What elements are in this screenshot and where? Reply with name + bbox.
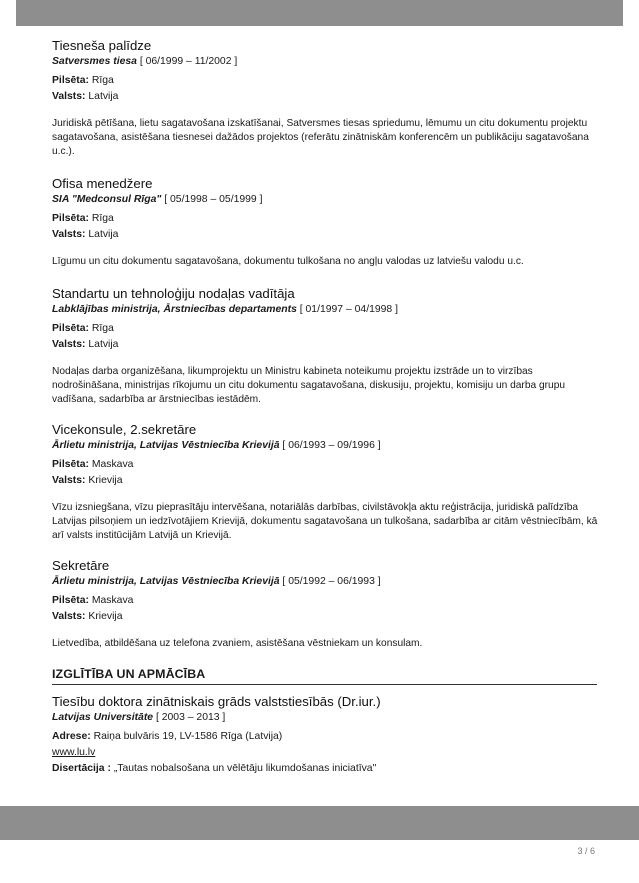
dissertation-label: Disertācija : xyxy=(52,763,111,774)
page-corner-left xyxy=(0,0,16,26)
job-description: Nodaļas darba organizēšana, likumprojektu un Ministru kabineta noteikumu projektu izstrāde un to virzības nodrošināšana, ministrijas rīkojumu un citu dokumentu sagatavošana, diskusiju, projektu, komisiju un darba grupu vadīšana, sadarbība ar ārstniecības iestādēm. xyxy=(52,366,566,405)
city-value: Rīga xyxy=(91,323,114,334)
address-field xyxy=(52,729,597,745)
employer: Satversmes tiesa xyxy=(52,56,137,67)
education-section xyxy=(52,666,597,777)
employer-line xyxy=(52,575,422,589)
country-value: Latvija xyxy=(88,339,119,350)
dissertation-field xyxy=(52,761,597,777)
country-field xyxy=(52,609,422,625)
city-label: Pilsēta: xyxy=(52,323,89,334)
job-entry xyxy=(52,558,422,651)
country-field xyxy=(52,473,602,489)
city-field xyxy=(52,73,602,89)
employer: SIA "Medconsul Rīga" xyxy=(52,194,162,205)
job-description: Lietvedība, atbildēšana uz telefona zvaniem, asistēšana vēstniekam un konsulam. xyxy=(52,638,423,649)
city-label: Pilsēta: xyxy=(52,595,89,606)
country-field xyxy=(52,89,602,105)
country-label: Valsts: xyxy=(52,475,86,486)
job-dates: [ 06/1993 – 09/1996 ] xyxy=(282,440,381,451)
city-field xyxy=(52,321,602,337)
job-dates: [ 01/1997 – 04/1998 ] xyxy=(299,304,398,315)
country-label: Valsts: xyxy=(52,339,86,350)
address-label: Adrese: xyxy=(52,731,91,742)
employer: Labklājības ministrija, Ārstniecības departaments xyxy=(52,304,297,315)
address-value: Raiņa bulvāris 19, LV-1586 Rīga (Latvija) xyxy=(93,731,283,742)
job-description: Vīzu izsniegšana, vīzu pieprasītāju intervēšana, notariālās darbības, civilstāvokļa aktu reģistrācija, juridiskā palīdzība Latvijas pilsoņiem un iedzīvotājiem Krievijā, dokumentu sagatavošana un tulkošana, sadarbība ar citām vēstniecībām, kā arī valsts institūcijām Latvijā un Krievijā. xyxy=(52,502,598,541)
job-entry xyxy=(52,422,602,543)
education-dates: [ 2003 – 2013 ] xyxy=(155,712,226,723)
country-label: Valsts: xyxy=(52,229,86,240)
job-description: Līgumu un citu dokumentu sagatavošana, dokumentu tulkošana no angļu valodas uz latviešu valodu u.c. xyxy=(52,256,524,267)
job-entry xyxy=(52,38,602,159)
country-label: Valsts: xyxy=(52,91,86,102)
job-title: Vicekonsule, 2.sekretāre xyxy=(52,422,197,437)
city-label: Pilsēta: xyxy=(52,213,89,224)
section-heading: IZGLĪTĪBA UN APMĀCĪBA xyxy=(52,666,597,685)
page-number: 3 / 6 xyxy=(577,846,595,856)
degree-title: Tiesību doktora zinātniskais grāds valststiesībās (Dr.iur.) xyxy=(52,694,381,709)
city-value: Maskava xyxy=(91,595,134,606)
dissertation-value: „Tautas nobalsošana un vēlētāju likumdošanas iniciatīva" xyxy=(113,763,377,774)
country-field xyxy=(52,337,602,353)
city-field xyxy=(52,211,524,227)
city-field xyxy=(52,593,422,609)
employer-line xyxy=(52,55,602,69)
employer-line xyxy=(52,439,602,453)
employer: Ārlietu ministrija, Latvijas Vēstniecība Krievijā xyxy=(52,576,280,587)
city-field xyxy=(52,457,602,473)
city-value: Rīga xyxy=(91,75,114,86)
job-dates: [ 06/1999 – 11/2002 ] xyxy=(139,56,238,67)
employer-line xyxy=(52,303,602,317)
job-dates: [ 05/1992 – 06/1993 ] xyxy=(282,576,381,587)
city-label: Pilsēta: xyxy=(52,75,89,86)
page-corner-right xyxy=(623,0,639,26)
job-entry xyxy=(52,176,524,269)
city-value: Rīga xyxy=(91,213,114,224)
country-label: Valsts: xyxy=(52,611,86,622)
job-description: Juridiskā pētīšana, lietu sagatavošana izskatīšanai, Satversmes tiesas spriedumu, lēmumu un citu dokumentu projektu sagatavošana, asistēšana tiesnesei dažādos projektos (referātu zinātniskām konferencēm un publikāciju sagatavošana u.c.). xyxy=(52,118,589,157)
country-value: Latvija xyxy=(88,91,119,102)
job-title: Standartu un tehnoloģiju nodaļas vadītāja xyxy=(52,286,295,301)
country-value: Krievija xyxy=(88,475,123,486)
scan-edge-top xyxy=(0,0,639,26)
institution-line xyxy=(52,711,597,725)
city-label: Pilsēta: xyxy=(52,459,89,470)
job-title: Sekretāre xyxy=(52,558,110,573)
country-field xyxy=(52,227,524,243)
job-title: Tiesneša palīdze xyxy=(52,38,152,53)
job-dates: [ 05/1998 – 05/1999 ] xyxy=(164,194,263,205)
employer: Ārlietu ministrija, Latvijas Vēstniecība Krievijā xyxy=(52,440,280,451)
country-value: Latvija xyxy=(88,229,119,240)
job-title: Ofisa menedžere xyxy=(52,176,153,191)
institution: Latvijas Universitāte xyxy=(52,712,154,723)
website-link[interactable]: www.lu.lv xyxy=(52,747,96,758)
job-entry xyxy=(52,286,602,407)
employer-line xyxy=(52,193,524,207)
city-value: Maskava xyxy=(91,459,134,470)
country-value: Krievija xyxy=(88,611,123,622)
scan-edge-bottom xyxy=(0,806,639,840)
